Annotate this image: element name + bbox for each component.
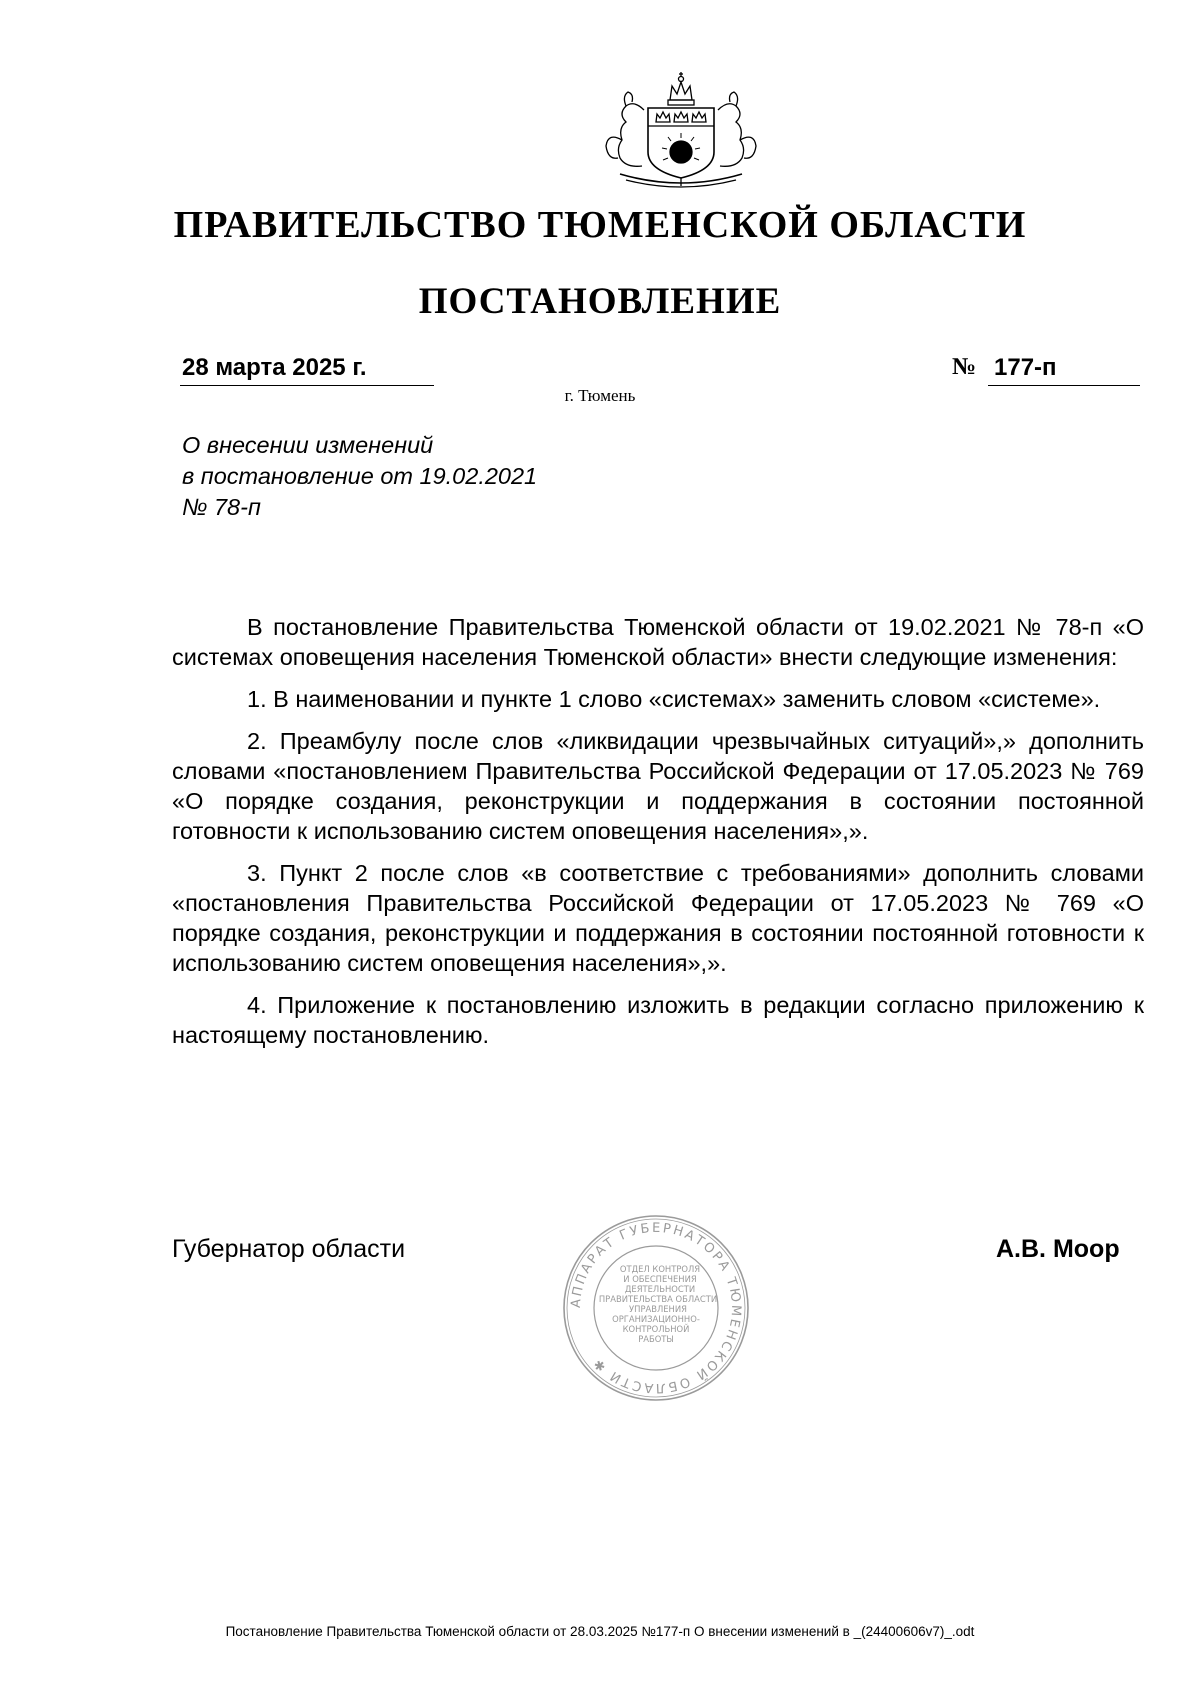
svg-text:УПРАВЛЕНИЯ: УПРАВЛЕНИЯ — [629, 1304, 687, 1314]
document-body — [172, 612, 1144, 1062]
svg-text:АППАРАТ ГУБЕРНАТОРА ТЮМЕНСКОЙ: АППАРАТ ГУБЕРНАТОРА ТЮМЕНСКОЙ ОБЛАСТИ ✱ — [568, 1220, 744, 1396]
official-seal-stamp — [560, 1212, 752, 1404]
document-number: 177-п — [988, 354, 1140, 386]
svg-text:ДЕЯТЕЛЬНОСТИ: ДЕЯТЕЛЬНОСТИ — [624, 1284, 696, 1294]
document-city: г. Тюмень — [564, 386, 636, 405]
signer-title: Губернатор области — [172, 1235, 406, 1263]
government-title: ПРАВИТЕЛЬСТВО ТЮМЕНСКОЙ ОБЛАСТИ — [173, 204, 1027, 246]
signer-name: А.В. Моор — [996, 1235, 1120, 1263]
body-paragraph-1: 1. В наименовании и пункте 1 слово «системах» заменить словом «системе». — [247, 686, 1101, 712]
coat-of-arms-icon — [596, 70, 766, 190]
svg-text:И ОБЕСПЕЧЕНИЯ: И ОБЕСПЕЧЕНИЯ — [623, 1274, 697, 1284]
document-subject — [182, 430, 537, 523]
document-number-prefix: № — [952, 354, 977, 380]
document-type-title: ПОСТАНОВЛЕНИЕ — [418, 281, 782, 322]
body-paragraph-intro: В постановление Правительства Тюменской области от 19.02.2021 № 78-п «О системах оповещения населения Тюменской области» внести следующие изменения: — [172, 614, 1144, 670]
svg-text:РАБОТЫ: РАБОТЫ — [638, 1334, 674, 1344]
body-paragraph-3: 3. Пункт 2 после слов «в соответствие с требованиями» дополнить словами «постановления Правительства Российской Федерации от 17.05.2023 № 769 «О порядке создания, реконструкции и поддержания в состоянии постоянной готовности к использованию систем оповещения населения»,». — [172, 860, 1144, 976]
subject-line-2: в постановление от 19.02.2021 — [182, 463, 538, 489]
subject-line-1: О внесении изменений — [182, 432, 434, 458]
document-footer: Постановление Правительства Тюменской области от 28.03.2025 №177-п О внесении изменений в _(24400606v7)_.odt — [225, 1624, 975, 1639]
svg-text:КОНТРОЛЬНОЙ: КОНТРОЛЬНОЙ — [622, 1324, 690, 1334]
body-paragraph-2: 2. Преамбулу после слов «ликвидации чрезвычайных ситуаций»,» дополнить словами «постановлением Правительства Российской Федерации от 17.05.2023 № 769 «О порядке создания, реконструкции и поддержания в состоянии постоянной готовности к использованию систем оповещения населения»,». — [172, 728, 1144, 844]
svg-text:ОТДЕЛ КОНТРОЛЯ: ОТДЕЛ КОНТРОЛЯ — [619, 1264, 701, 1274]
svg-text:ОРГАНИЗАЦИОННО-: ОРГАНИЗАЦИОННО- — [612, 1314, 700, 1324]
svg-text:ПРАВИТЕЛЬСТВА ОБЛАСТИ: ПРАВИТЕЛЬСТВА ОБЛАСТИ — [598, 1294, 718, 1304]
body-paragraph-4: 4. Приложение к постановлению изложить в редакции согласно приложению к настоящему постановлению. — [172, 992, 1144, 1048]
document-date: 28 марта 2025 г. — [180, 354, 434, 386]
subject-line-3: № 78-п — [182, 494, 261, 520]
